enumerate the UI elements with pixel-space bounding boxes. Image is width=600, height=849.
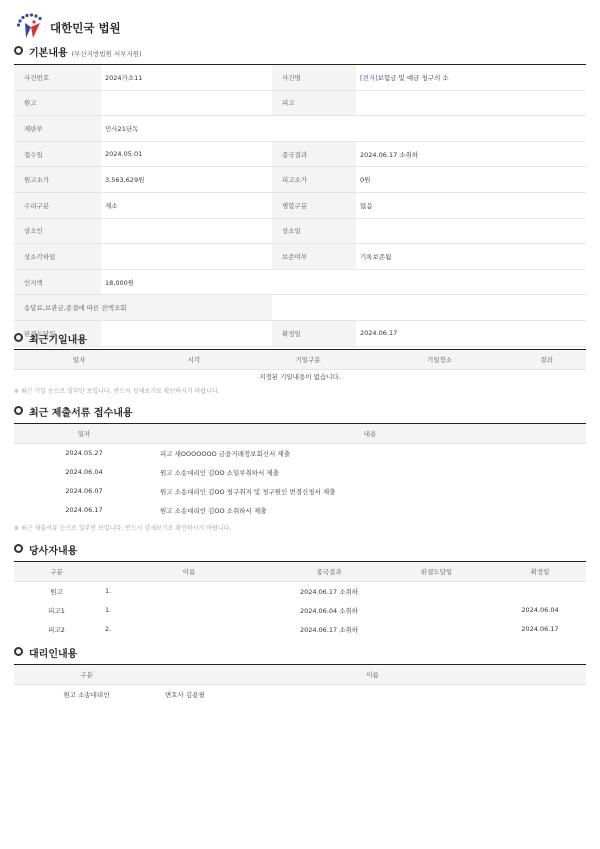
column-header: 이름 — [99, 562, 279, 582]
table-row — [14, 65, 586, 91]
column-header: 시각 — [144, 350, 244, 370]
filings-note: ※ 최근 제출서류 순으로 일부만 보입니다. 반드시 상세보기로 확인하시기 바랍니다. — [14, 525, 232, 532]
field-value: 제소 — [101, 192, 272, 218]
section-bullet-icon — [14, 46, 23, 55]
agent-type: 원고 소송대리인 — [63, 690, 110, 699]
field-value: 2024.06.17 — [356, 320, 586, 346]
section-title: 당사자내용 — [29, 546, 78, 557]
table-header-row — [14, 350, 586, 370]
column-header: 확정일 — [494, 562, 586, 582]
filing-date: 2024.06.07 — [65, 487, 103, 495]
table-row — [14, 218, 586, 244]
table-row — [14, 295, 586, 321]
field-label: 판결도달일 — [14, 320, 101, 346]
field-label: 확정일 — [272, 320, 356, 346]
table-row — [14, 620, 586, 639]
agent-name: 변호사 김용필 — [165, 690, 205, 699]
party-result: 2024.06.17 소취하 — [299, 587, 359, 596]
filings-section-header — [14, 404, 133, 419]
field-value: 2024.06.17 소취하 — [356, 141, 586, 167]
field-value: 18,000원 — [101, 269, 586, 295]
court-logo-icon — [14, 12, 48, 42]
hearings-table — [14, 349, 586, 384]
party-final — [494, 582, 586, 601]
section-bullet-icon — [14, 406, 23, 415]
section-bullet-icon — [14, 544, 23, 553]
parties-section-header — [14, 542, 77, 557]
hearings-note: ※ 최근 기일 순으로 일부만 보입니다. 반드시 상세보기로 확인하시기 바랍니다. — [14, 388, 220, 395]
table-row — [14, 244, 586, 270]
party-final: 2024.06.17 — [521, 625, 559, 633]
column-header: 구분 — [14, 665, 159, 685]
filing-content: 피고 새OOOOOOO 금융거래정보회신서 제출 — [160, 449, 290, 458]
court-title: 대한민국 법원 — [50, 21, 121, 35]
filing-content: 원고 소송대리인 김OO 소일부취하서 제출 — [160, 468, 279, 477]
filing-content: 원고 소송대리인 김OO 청구취지 및 청구원인 변경신청서 제출 — [160, 487, 336, 496]
field-value: 민사21단독 — [101, 116, 586, 142]
field-value: 기록보존됨 — [356, 244, 586, 270]
party-served — [379, 582, 494, 601]
field-label: 사건번호 — [14, 65, 101, 91]
section-bullet-icon — [14, 333, 23, 342]
field-label: 피고소가 — [272, 167, 356, 193]
field-label: 사건명 — [272, 65, 356, 91]
field-label: 원고 — [14, 90, 101, 116]
empty-message: 지정된 기일내용이 없습니다. — [259, 373, 341, 382]
field-value: 2024.05.01 — [101, 141, 272, 167]
filing-date: 2024.06.17 — [65, 506, 103, 514]
column-header: 기일장소 — [372, 350, 507, 370]
case-name: 보험금 및 예금 청구의 소 — [377, 73, 449, 82]
basic-info-table — [14, 64, 586, 347]
field-value — [101, 90, 272, 116]
field-value: 3,563,629원 — [101, 167, 272, 193]
balance-inquiry-link[interactable]: 송달료,보관금,종결에 따른 잔액조회 — [14, 295, 272, 321]
field-value — [356, 218, 586, 244]
table-row — [14, 482, 586, 501]
column-header: 일자 — [14, 350, 144, 370]
section-title: 대리인내용 — [29, 649, 78, 660]
table-row — [14, 501, 586, 520]
party-final: 2024.06.04 — [521, 606, 559, 614]
party-served — [379, 620, 494, 639]
table-row — [14, 582, 586, 601]
field-label: 병합구분 — [272, 192, 356, 218]
field-value — [101, 244, 272, 270]
field-label: 재판부 — [14, 116, 101, 142]
table-row — [14, 601, 586, 620]
field-value — [356, 90, 586, 116]
field-label: 피고 — [272, 90, 356, 116]
column-header: 이름 — [159, 665, 586, 685]
party-result: 2024.06.04 소취하 — [299, 606, 359, 615]
field-value — [272, 295, 586, 321]
column-header: 구분 — [14, 562, 99, 582]
electronic-tag: [전자] — [360, 73, 378, 82]
party-name: 1. — [105, 606, 112, 614]
field-value: 2024가소11 — [101, 65, 272, 91]
column-header: 기일구분 — [244, 350, 372, 370]
table-row — [14, 167, 586, 193]
field-label: 상소각하일 — [14, 244, 101, 270]
column-header: 판결도달일 — [379, 562, 494, 582]
column-header: 일자 — [14, 424, 154, 444]
party-name: 2. — [105, 625, 112, 633]
filing-date: 2024.06.04 — [65, 468, 103, 476]
table-row — [14, 685, 586, 704]
party-served — [379, 601, 494, 620]
parties-table — [14, 561, 586, 639]
field-value — [101, 218, 272, 244]
field-label: 보존여부 — [272, 244, 356, 270]
agents-section-header — [14, 645, 77, 660]
field-label: 접수일 — [14, 141, 101, 167]
filings-table — [14, 423, 586, 520]
field-label: 인지액 — [14, 269, 101, 295]
case-name-value — [356, 65, 586, 91]
hearings-section-header — [14, 331, 87, 346]
party-result: 2024.06.17 소취하 — [299, 625, 359, 634]
table-row — [14, 192, 586, 218]
column-header: 종국결과 — [279, 562, 379, 582]
field-value: 없음 — [356, 192, 586, 218]
section-bullet-icon — [14, 647, 23, 656]
table-header-row — [14, 424, 586, 444]
party-name: 1. — [105, 587, 112, 596]
table-row — [14, 269, 586, 295]
column-header: 결과 — [507, 350, 586, 370]
party-type: 원고 — [50, 587, 63, 596]
field-label: 종국결과 — [272, 141, 356, 167]
field-value: 0원 — [356, 167, 586, 193]
party-type: 피고1 — [48, 606, 65, 615]
table-row — [14, 320, 586, 346]
field-label: 원고소가 — [14, 167, 101, 193]
basic-section-header — [14, 44, 142, 59]
table-header-row — [14, 562, 586, 582]
section-title: 최근기일내용 — [29, 335, 87, 346]
table-row — [14, 116, 586, 142]
field-value — [101, 320, 272, 346]
agents-table — [14, 664, 586, 704]
section-subtitle: (부산지방법원 서부지원) — [71, 50, 142, 58]
section-title: 기본내용 — [29, 48, 68, 59]
table-row — [14, 90, 586, 116]
table-row — [14, 444, 586, 463]
field-label: 상소인 — [14, 218, 101, 244]
table-header-row — [14, 665, 586, 685]
table-row — [14, 463, 586, 482]
field-label: 수리구분 — [14, 192, 101, 218]
filing-content: 원고 소송대리인 김OO 소취하서 제출 — [160, 506, 267, 515]
party-type: 피고2 — [48, 625, 65, 634]
section-title: 최근 제출서류 접수내용 — [29, 408, 133, 419]
table-row — [14, 370, 586, 384]
field-label: 상소일 — [272, 218, 356, 244]
filing-date: 2024.05.27 — [65, 449, 103, 458]
table-row — [14, 141, 586, 167]
site-header — [14, 12, 121, 42]
column-header: 내용 — [154, 424, 586, 444]
